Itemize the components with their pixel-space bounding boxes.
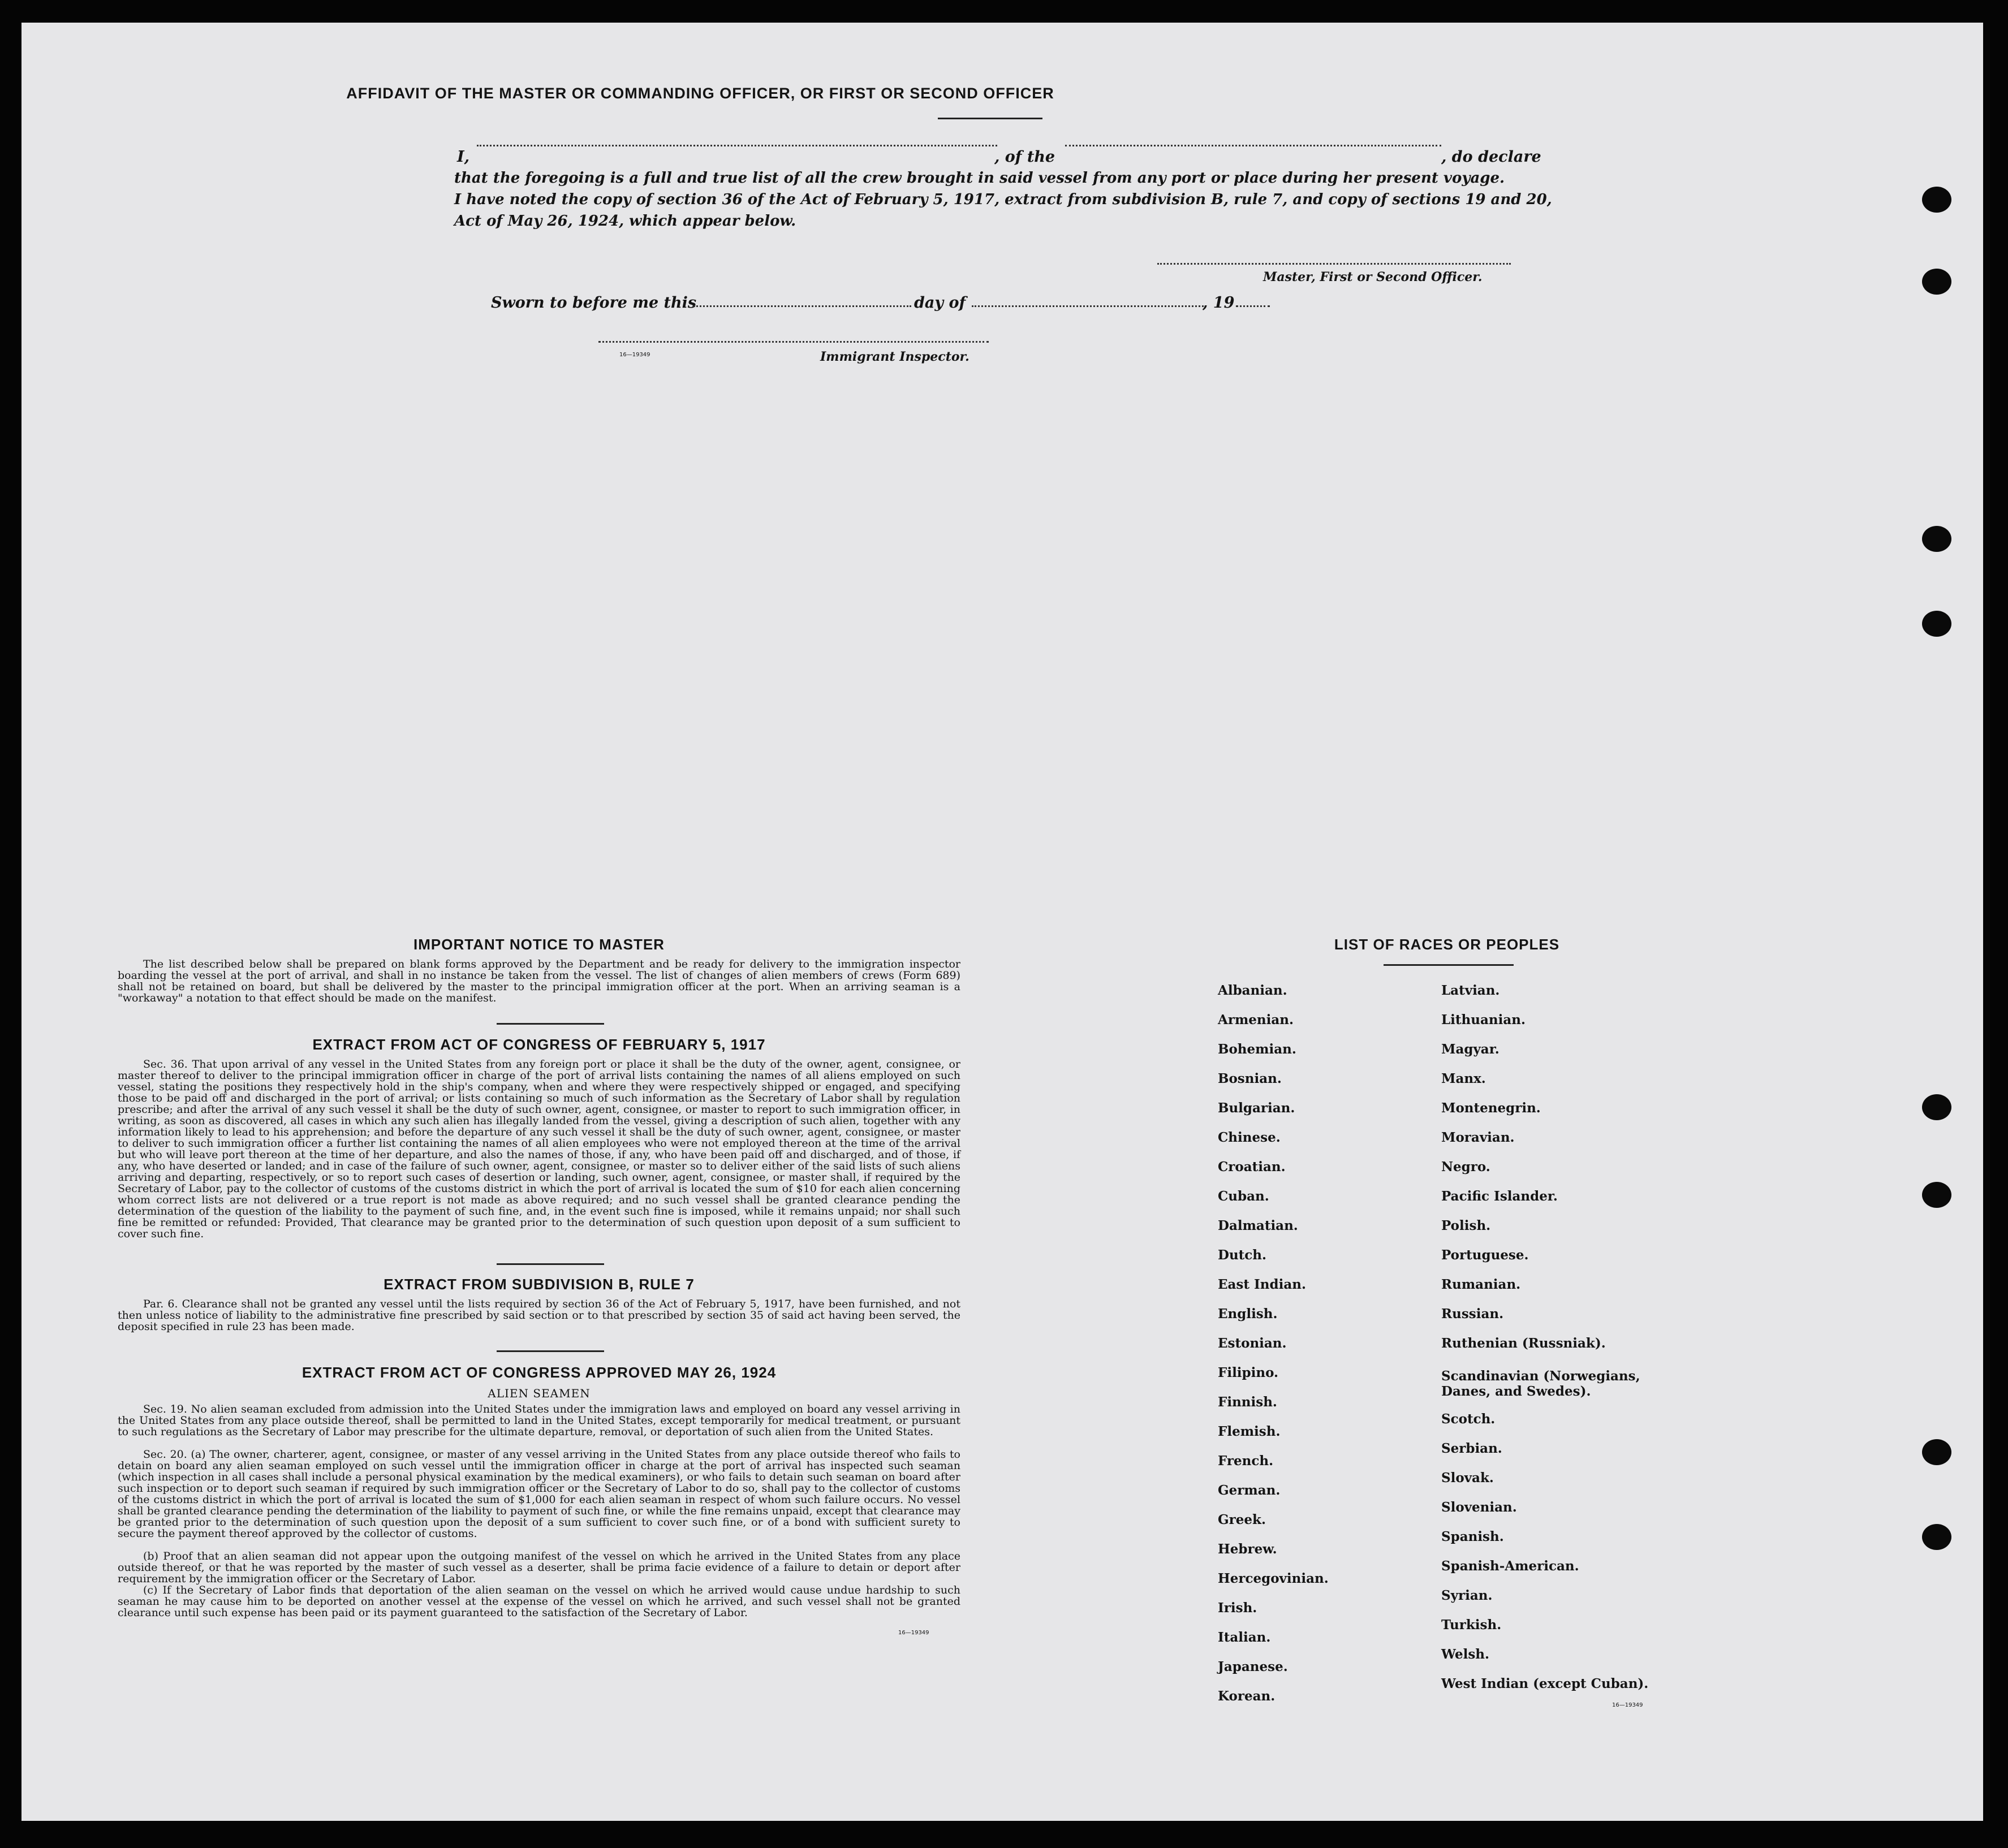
- race-item: Cuban.: [1218, 1189, 1269, 1204]
- sworn-month-field[interactable]: [972, 305, 1204, 307]
- punch-hole: [1922, 526, 1951, 552]
- race-item: Magyar.: [1441, 1042, 1499, 1057]
- extract1-body: Sec. 36. That upon arrival of any vessel in the United States from any foreign port or place it shall be the duty of the owner, agent, consignee, or master thereof to deliver to the principal immigration officer in charge of the port of arrival lists containing the names of all aliens employed on such vessel, stating the positions they respectively hold in the ship's company, when and where they were respectively shipped or engaged, and specifying those to be paid off and discharged in the port of arrival; or lists containing so much of such information as the Secretary of Labor shall by regulation prescribe; and after the arrival of any such vessel it shall be the duty of such owner, agent, consignee, or master to report to such immigration officer, in writing, as soon as discovered, all cases in which any such alien has illegally landed from the vessel, giving a description of such alien, together with any information likely to lead to his apprehension; and before the departure of any such vessel it shall be the duty of such owner, agent, consignee, or master to deliver to such immigration officer a further list containing the names of all alien employees who were not employed thereon at the time of the arrival but who will leave port thereon at the time of her departure, and also the names of those, if any, who have been paid off and discharged, and of those, if any, who have deserted or landed; and in case of the failure of such owner, agent, consignee, or master so to deliver either of the said lists of such aliens arriving and departing, respectively, or so to report such cases of desertion or landing, such owner, agent, consignee, or master shall, if required by the Secretary of Labor, pay to the collector of customs of the customs district in which the port of arrival is located the sum of $10 for each alien concerning whom correct lists are not delivered or a true report is not made as above required; and no such vessel shall be granted clearance pending the determination of the question of the liability to the payment of such fine, and, in the event such fine is imposed, while it remains unpaid; nor shall such fine be remitted or refunded: Provided, That clearance may be granted prior to the determination of such question upon deposit of a sum sufficient to cover such fine.: [118, 1058, 960, 1240]
- race-item: Finnish.: [1218, 1394, 1277, 1410]
- race-item: Slovenian.: [1441, 1500, 1517, 1515]
- race-item: Turkish.: [1441, 1617, 1502, 1633]
- race-item: Bulgarian.: [1218, 1100, 1295, 1116]
- name-field[interactable]: [477, 145, 997, 146]
- extract3-sec20a: Sec. 20. (a) The owner, charterer, agent, consignee, or master of any vessel arriving in the United States from any place outside thereof who fails to detain on board any alien seaman employed on such vessel until the immigration officer in charge at the port of arrival has inspected such seaman (which inspection in all cases shall include a personal physical examination by the medical examiners), or who fails to detain such seaman on board after such inspection or to deport such seaman if required by such immigration officer or the Secretary of Labor to do so, shall pay to the collector of customs of the customs district in which the port of arrival is located the sum of $1,000 for each alien seaman in respect of whom such failure occurs. No vessel shall be granted clearance pending the determination of the liability to payment of such fine, or while the fine remains unpaid, except that clearance may be granted prior to the determination of such question upon the deposit of a sum sufficient to cover such fine, or of a bond with sufficient surety to secure the payment thereof approved by the collector of customs.: [118, 1448, 960, 1540]
- extract2-title: EXTRACT FROM SUBDIVISION B, RULE 7: [383, 1276, 695, 1293]
- race-item: Serbian.: [1441, 1441, 1502, 1456]
- race-item: German.: [1218, 1483, 1281, 1498]
- form-number-left: 16—19349: [898, 1630, 929, 1636]
- day-of-label: day of: [914, 294, 966, 312]
- extract3-sec19: Sec. 19. No alien seaman excluded from admission into the United States under the immigration laws and employed on board any vessel arriving in the United States from any place outside thereof, shall be permitted to land in the United States, except temporarily for medical treatment, or pursuant to such regulations as the Secretary of Labor may prescribe for the ultimate departure, removal, or deportation of such alien from the United States.: [118, 1403, 960, 1438]
- race-item: Chinese.: [1218, 1130, 1281, 1145]
- sworn-label: Sworn to before me this: [491, 294, 697, 312]
- year-label: , 19: [1203, 294, 1235, 312]
- race-item: Hebrew.: [1218, 1542, 1277, 1557]
- extract3-subtitle: ALIEN SEAMEN: [488, 1387, 591, 1400]
- do-declare-label: , do declare: [1441, 148, 1541, 166]
- notice-body: The list described below shall be prepared on blank forms approved by the Department and be ready for delivery to the immigration inspector boarding the vessel at the port of arrival, and shall in no instance be taken from the vessel. The list of changes of alien members of crews (Form 689) shall not be retained on board, but shall be delivered by the master to the principal immigration officer at the port. When an arriving seaman is a "workaway" a notation to that effect should be made on the manifest.: [118, 958, 960, 1004]
- races-rule: [1384, 964, 1514, 966]
- race-item: Negro.: [1441, 1159, 1490, 1175]
- inspector-signature-field[interactable]: [598, 341, 989, 343]
- extract3-sec20c: (c) If the Secretary of Labor finds that deportation of the alien seaman on the vessel on which he arrived would cause undue hardship to such seaman he may cause him to be deported on another vessel at the expense of the vessel on which he arrived, and such vessel shall not be granted clearance until such expense has been paid or its payment guaranteed to the satisfaction of the Secretary of Labor.: [118, 1584, 960, 1619]
- punch-hole: [1922, 1094, 1951, 1120]
- race-item: Pacific Islander.: [1441, 1189, 1558, 1204]
- affidavit-line-4: Act of May 26, 1924, which appear below.: [454, 213, 796, 230]
- affidavit-title: AFFIDAVIT OF THE MASTER OR COMMANDING OFFICER, OR FIRST OR SECOND OFFICER: [346, 85, 1054, 102]
- notice-rule: [497, 1023, 604, 1025]
- notice-title: IMPORTANT NOTICE TO MASTER: [413, 936, 665, 953]
- race-item: Japanese.: [1218, 1659, 1288, 1674]
- race-item: Spanish.: [1441, 1529, 1504, 1544]
- race-item: Lithuanian.: [1441, 1012, 1526, 1027]
- extract1-title: EXTRACT FROM ACT OF CONGRESS OF FEBRUARY 5, 1917: [312, 1036, 766, 1053]
- race-item: Latvian.: [1441, 983, 1500, 998]
- punch-hole: [1922, 1524, 1951, 1550]
- race-item: Ruthenian (Russniak).: [1441, 1336, 1606, 1351]
- extract3-title: EXTRACT FROM ACT OF CONGRESS APPROVED MAY 26, 1924: [301, 1364, 777, 1381]
- race-item: Syrian.: [1441, 1588, 1493, 1603]
- race-item: Welsh.: [1441, 1647, 1490, 1662]
- inspector-signature-label: Immigrant Inspector.: [820, 349, 969, 364]
- extract2-rule: [497, 1350, 604, 1352]
- master-signature-label: Master, First or Second Officer.: [1263, 270, 1483, 284]
- form-number-right: 16—19349: [1612, 1702, 1643, 1708]
- race-item: Armenian.: [1218, 1012, 1294, 1027]
- race-item: English.: [1218, 1306, 1278, 1322]
- race-item: French.: [1218, 1453, 1274, 1469]
- punch-hole: [1922, 269, 1951, 295]
- of-the-label: , of the: [994, 148, 1055, 166]
- vessel-field[interactable]: [1065, 145, 1441, 146]
- race-item: Russian.: [1441, 1306, 1504, 1322]
- race-item: Montenegrin.: [1441, 1100, 1541, 1116]
- race-item: Irish.: [1218, 1600, 1257, 1616]
- affidavit-line-2: that the foregoing is a full and true list of all the crew brought in said vessel from any port or place during her present voyage.: [454, 170, 1505, 187]
- extract2-body: Par. 6. Clearance shall not be granted any vessel until the lists required by section 36 of the Act of February 5, 1917, have been furnished, and not then unless notice of liability to the administrative fine prescribed by said section or to that prescribed by section 35 of said act having been served, the deposit specified in rule 23 has been made.: [118, 1298, 960, 1333]
- title-rule: [938, 118, 1042, 119]
- form-number-top: 16—19349: [619, 352, 650, 358]
- race-item: Korean.: [1218, 1689, 1276, 1704]
- race-item: West Indian (except Cuban).: [1441, 1676, 1649, 1691]
- punch-hole: [1922, 611, 1951, 637]
- race-item: Portuguese.: [1441, 1247, 1529, 1263]
- extract1-rule: [497, 1263, 604, 1265]
- races-title: LIST OF RACES OR PEOPLES: [1334, 936, 1560, 953]
- punch-hole: [1922, 187, 1951, 213]
- race-item: Albanian.: [1218, 983, 1287, 998]
- race-item: Hercegovinian.: [1218, 1571, 1329, 1586]
- race-item: Dutch.: [1218, 1247, 1267, 1263]
- extract3-sec20b: (b) Proof that an alien seaman did not appear upon the outgoing manifest of the vessel on which he arrived in the United States from any place outside thereof, or that he was reported by the master of such vessel as a deserter, shall be prima facie evidence of a failure to detain or deport after requirement by the immigration officer or the Secretary of Labor.: [118, 1550, 960, 1585]
- affidavit-line-3: I have noted the copy of section 36 of the Act of February 5, 1917, extract from subdivision B, rule 7, and copy of sections 19 and 20,: [454, 191, 1552, 208]
- sworn-day-field[interactable]: [693, 305, 911, 307]
- race-item: Dalmatian.: [1218, 1218, 1298, 1233]
- punch-hole: [1922, 1439, 1951, 1465]
- race-item: Greek.: [1218, 1512, 1266, 1527]
- race-item: Filipino.: [1218, 1365, 1279, 1380]
- race-item: Polish.: [1441, 1218, 1491, 1233]
- sworn-year-field[interactable]: [1236, 305, 1270, 307]
- master-signature-field[interactable]: [1157, 263, 1511, 265]
- race-item: Scotch.: [1441, 1411, 1496, 1427]
- race-item: East Indian.: [1218, 1277, 1306, 1292]
- race-item: Scandinavian (Norwegians, Danes, and Swedes).: [1441, 1368, 1640, 1399]
- punch-hole: [1922, 1182, 1951, 1208]
- race-item: Rumanian.: [1441, 1277, 1521, 1292]
- race-item: Bosnian.: [1218, 1071, 1282, 1086]
- race-item: Moravian.: [1441, 1130, 1515, 1145]
- race-item: Estonian.: [1218, 1336, 1287, 1351]
- race-item: Slovak.: [1441, 1470, 1494, 1486]
- race-item: Flemish.: [1218, 1424, 1281, 1439]
- affidavit-i: I,: [457, 148, 470, 166]
- race-item: Croatian.: [1218, 1159, 1286, 1175]
- race-item: Spanish-American.: [1441, 1558, 1579, 1574]
- race-item: Italian.: [1218, 1630, 1271, 1645]
- document-sheet: [21, 23, 1983, 1821]
- race-item: Bohemian.: [1218, 1042, 1296, 1057]
- race-item: Manx.: [1441, 1071, 1486, 1086]
